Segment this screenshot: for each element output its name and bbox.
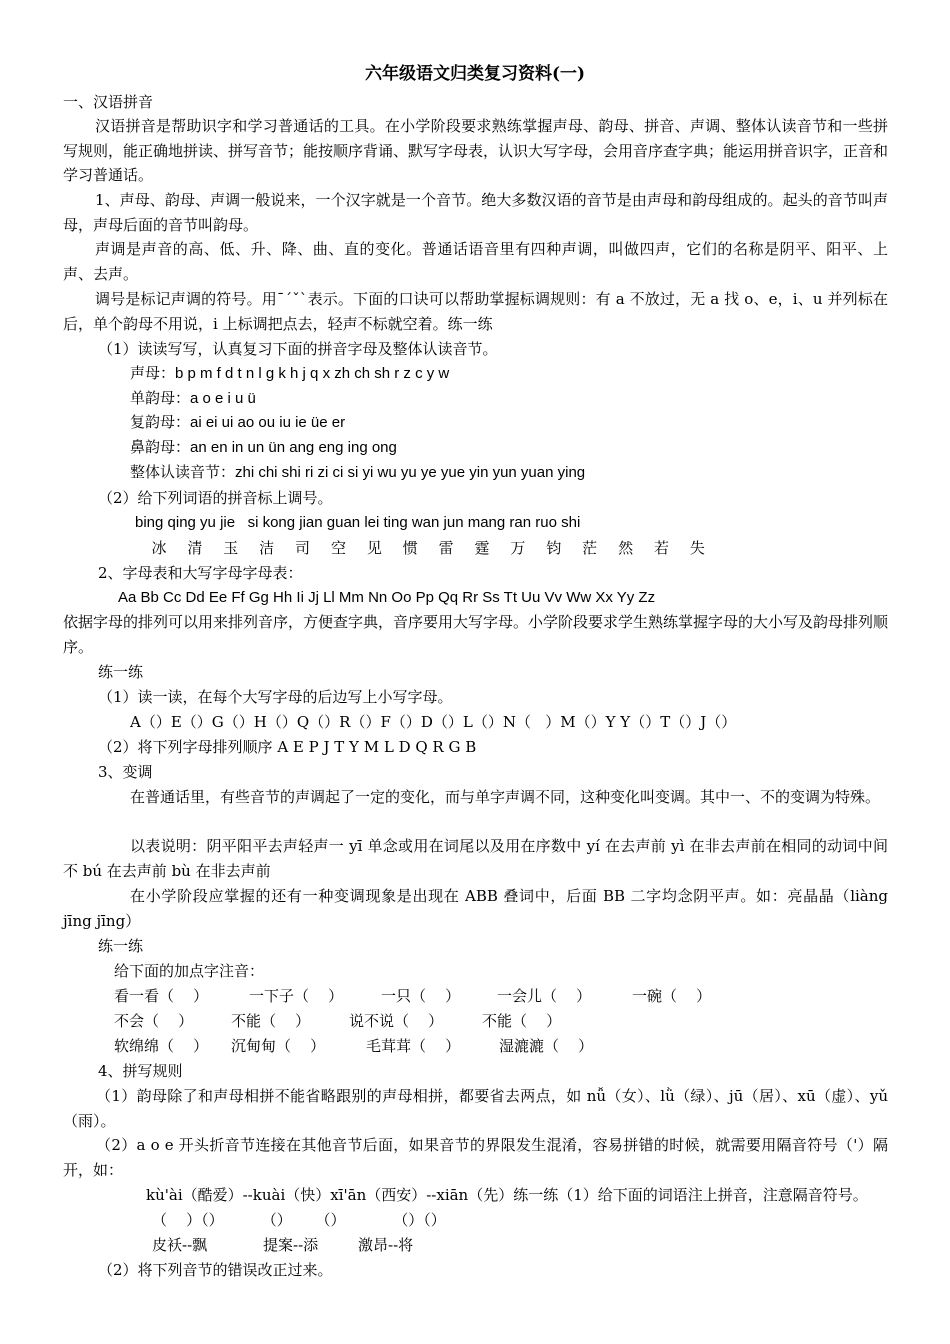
word-pair: 皮袄--飘 [152,1236,208,1254]
section-heading-pinyin: 一、汉语拼音 [63,93,154,111]
idiom-char: 若 [653,539,669,557]
section-heading-spelling-rules: 4、拼写规则 [98,1062,183,1080]
tone-exercise-item: 不能（ ） [231,1012,311,1030]
tone-exercise-item: 一会儿（ ） [497,987,592,1005]
idiom-char: 冰 [151,539,167,557]
paragraph-tone-table: 以表说明：阴平阳平去声轻声一 yī 单念或用在词尾以及用在序数中 yí 在去声前 yì 在非去声前在相同的动词中间不 bú 在去声前 bù 在非去声前 [63,837,888,880]
idiom-char: 雷 [438,539,454,557]
idiom-char: 惯 [402,539,418,557]
exercise-6-instruction: （2）将下列音节的错误改正过来。 [98,1261,333,1279]
word-pair: 提案--添 [263,1236,319,1254]
tone-exercise-item: 湿漉漉（ ） [499,1037,594,1055]
exercise-4-instruction: （2）将下列字母排列顺序 A E P J T Y M L D Q R G B [98,738,477,756]
tone-exercise-item: 沉甸甸（ ） [231,1037,326,1055]
pinyin-answer-blanks: （ ）（） （） （） （）（） [152,1211,446,1229]
idiom-char: 玉 [223,539,239,557]
section-heading-alphabet: 2、字母表和大写字母字母表： [98,564,303,582]
tone-exercise-item: 毛茸茸（ ） [366,1037,461,1055]
idiom-char: 霆 [474,539,490,557]
tone-exercise-item: 一碗（ ） [632,987,712,1005]
idiom-char: 万 [510,539,526,557]
paragraph-umlaut-rule: （1）韵母除了和声母相拼不能省略跟别的声母相拼，都要省去两点，如 nǚ（女）、lǜ（绿）、jū（居）、xū（虚）、yǔ（雨）。 [63,1087,888,1130]
nasal-finals-list: 鼻韵母：an en in un ün ang eng ing ong [130,439,397,456]
paragraph-alphabet-order: 依据字母的排列可以用来排列音序，方便查字典，音序要用大写字母。小学阶段要求学生熟练掌握字母的大小写及韵母排列顺序。 [63,613,889,656]
paragraph-tone-marks: 调号是标记声调的符号。用ˉˊˇˋ表示。下面的口诀可以帮助掌握标调规则：有 a 不放过，无 a 找 o、e，i、u 并列标在后，单个韵母不用说，i 上标调把点去，轻声不标就空着。练一练 [63,290,888,333]
paragraph-tones: 声调是声音的高、低、升、降、曲、直的变化。普通话语音里有四种声调，叫做四声，它们的名称是阴平、阳平、上声、去声。 [63,240,888,283]
paragraph-initials-finals: 1、声母、韵母、声调一般说来，一个汉字就是一个音节。绝大多数汉语的音节是由声母和韵母组成的。起头的音节叫声母，声母后面的音节叫韵母。 [63,191,888,234]
initials-list: 声母：b p m f d t n l g k h j q x zh ch sh r z c y w [130,365,450,382]
paragraph-abb: 在小学阶段应掌握的还有一种变调现象是出现在 ABB 叠词中，后面 BB 二字均念阴平声。如：亮晶晶（liàng jīng jīng） [63,887,888,930]
idiom-char: 茫 [582,539,598,557]
whole-syllables-list: 整体认读音节：zhi chi shi ri zi ci si yi wu yu ye yue yin yun yuan ying [130,464,586,481]
idiom-char: 失 [689,539,705,557]
idiom-char: 钧 [546,539,562,557]
practice-label: 练一练 [98,663,144,681]
tone-exercise-item: 一下子（ ） [249,987,344,1005]
tone-exercise-item: 一只（ ） [381,987,461,1005]
simple-finals-list: 单韵母：a o e i u ü [130,390,256,407]
tone-exercise-item: 看一看（ ） [114,987,209,1005]
idiom-char: 见 [366,539,382,557]
tone-exercise-item: 软绵绵（ ） [114,1037,209,1055]
exercise-2-instruction: （2）给下列词语的拼音标上调号。 [98,489,333,507]
alphabet-line: Aa Bb Cc Dd Ee Ff Gg Hh Ii Jj Ll Mm Nn Oo Pp Qq Rr Ss Tt Uu Vv Ww Xx Yy Zz [118,589,656,606]
section-heading-tone-change: 3、变调 [98,763,153,781]
tone-exercise-item: 说不说（ ） [349,1012,444,1030]
exercise-3-instruction: （1）读一读，在每个大写字母的后边写上小写字母。 [98,688,453,706]
exercise-5-instruction: 给下面的加点字注音： [114,962,265,980]
exercise-1-instruction: （1）读读写写，认真复习下面的拼音字母及整体认读音节。 [98,340,498,358]
document-title: 六年级语文归类复习资料(一) [364,64,586,84]
tone-exercise-item: 不会（ ） [114,1012,194,1030]
paragraph-tone-change: 在普通话里，有些音节的声调起了一定的变化，而与单字声调不同，这种变化叫变调。其中一、不的变调为特殊。 [130,788,881,806]
idiom-char: 空 [330,539,346,557]
pinyin-words-line: bing qing yu jie si kong jian guan lei ting wan jun mang ran ruo shi [135,514,581,531]
practice-label-2: 练一练 [98,937,144,955]
paragraph-apostrophe-rule: （2）a o e 开头折音节连接在其他音节后面，如果音节的界限发生混淆，容易拼错的时候，就需要用隔音符号（'）隔开，如： [63,1136,888,1179]
idiom-char: 清 [187,539,203,557]
idiom-char: 然 [618,539,634,557]
idiom-characters-row [146,536,720,560]
word-pair: 激昂--将 [358,1236,414,1254]
compound-finals-list: 复韵母：ai ei ui ao ou iu ie üe er [130,414,346,431]
idiom-char: 司 [295,539,311,557]
uppercase-letters-exercise: A（）E（）G（）H（）Q（）R（）F（）D（）L（）N（ ）M（）Y Y（）T（）J（） [130,713,737,731]
intro-paragraph: 汉语拼音是帮助识字和学习普通话的工具。在小学阶段要求熟练掌握声母、韵母、拼音、声调、整体认读音节和一些拼写规则，能正确地拼读、拼写音节；能按顺序背诵、默写字母表，认识大写字母，会用音序查字典；能运用拼音识字，正音和学习普通话。 [63,117,889,184]
idiom-char: 洁 [259,539,275,557]
apostrophe-examples: kù'ài（酷爱）--kuài（快）xī'ān（西安）--xiān（先）练一练（1）给下面的词语注上拼音，注意隔音符号。 [146,1186,868,1204]
tone-exercise-item: 不能（ ） [482,1012,562,1030]
